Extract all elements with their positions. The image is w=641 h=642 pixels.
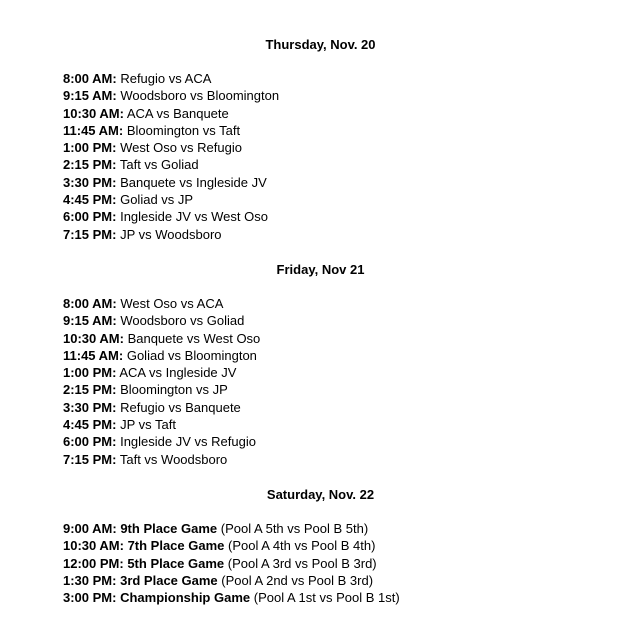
game-list-friday — [63, 295, 260, 468]
game-title: Championship Game — [120, 590, 251, 606]
game-time: 9:15 AM: — [63, 88, 117, 104]
game-time: 3:30 PM: — [63, 399, 117, 415]
game-matchup: Woodsboro vs Goliad — [120, 313, 245, 329]
game-matchup: Taft vs Goliad — [119, 157, 199, 173]
game-item — [63, 226, 279, 243]
game-time: 1:30 PM: — [63, 572, 117, 588]
game-item — [63, 555, 400, 572]
game-matchup: Banquete vs West Oso — [127, 330, 261, 346]
game-item — [63, 139, 279, 156]
game-time: 7:15 PM: — [63, 451, 117, 467]
game-time: 3:00 PM: — [63, 590, 117, 606]
game-time: 6:00 PM: — [63, 209, 117, 225]
game-matchup: (Pool A 2nd vs Pool B 3rd) — [221, 572, 374, 588]
game-item — [63, 572, 400, 589]
game-matchup: Banquete vs Ingleside JV — [120, 174, 267, 190]
game-time: 10:30 AM: — [63, 330, 124, 346]
game-item — [63, 433, 260, 450]
game-time: 1:00 PM: — [63, 140, 117, 156]
game-time: 3:30 PM: — [63, 174, 117, 190]
game-matchup: Woodsboro vs Bloomington — [120, 88, 280, 104]
game-time: 11:45 AM: — [63, 347, 124, 363]
game-item — [63, 70, 279, 87]
game-list-saturday — [63, 520, 400, 606]
game-matchup: JP vs Woodsboro — [120, 226, 222, 242]
game-matchup: (Pool A 5th vs Pool B 5th) — [220, 521, 369, 536]
game-item — [63, 87, 279, 104]
game-time: 8:00 AM: — [63, 296, 117, 311]
game-matchup: ACA vs Banquete — [126, 105, 229, 121]
game-matchup: Ingleside JV vs Refugio — [120, 434, 256, 450]
game-item — [63, 312, 260, 329]
game-item — [63, 364, 260, 381]
game-item — [63, 416, 260, 433]
game-item — [63, 399, 260, 416]
game-matchup: Goliad vs JP — [120, 192, 194, 208]
game-item — [63, 174, 279, 191]
game-time: 4:45 PM: — [63, 417, 117, 433]
game-time: 11:45 AM: — [63, 122, 124, 138]
game-matchup: Refugio vs ACA — [120, 71, 212, 86]
game-item — [63, 122, 279, 139]
game-matchup: Taft vs Woodsboro — [119, 451, 228, 467]
game-time: 12:00 PM: — [63, 555, 124, 571]
game-item — [63, 451, 260, 468]
game-item — [63, 589, 400, 606]
game-matchup: JP vs Taft — [120, 417, 176, 433]
day-heading-friday: Friday, Nov 21 — [276, 262, 365, 277]
game-item — [63, 295, 260, 312]
game-item — [63, 191, 279, 208]
game-matchup: Refugio vs Banquete — [120, 399, 241, 415]
game-time: 6:00 PM: — [63, 434, 117, 450]
game-title: 7th Place Game — [127, 538, 225, 554]
game-matchup: (Pool A 4th vs Pool B 4th) — [228, 538, 376, 554]
game-time: 2:15 PM: — [63, 382, 117, 398]
game-matchup: (Pool A 3rd vs Pool B 3rd) — [227, 555, 377, 571]
game-time: 9:15 AM: — [63, 313, 117, 329]
day-heading-saturday: Saturday, Nov. 22 — [266, 487, 375, 502]
game-matchup: West Oso vs ACA — [120, 296, 224, 311]
game-matchup: (Pool A 1st vs Pool B 1st) — [253, 590, 400, 606]
game-matchup: Goliad vs Bloomington — [126, 347, 257, 363]
game-time: 10:30 AM: — [63, 105, 124, 121]
game-item — [63, 520, 400, 537]
game-time: 2:15 PM: — [63, 157, 117, 173]
game-title: 9th Place Game — [120, 521, 218, 536]
game-title: 3rd Place Game — [120, 572, 218, 588]
day-heading-thursday: Thursday, Nov. 20 — [265, 37, 376, 52]
game-time: 1:00 PM: — [63, 365, 117, 381]
game-matchup: Bloomington vs JP — [120, 382, 228, 398]
game-time: 9:00 AM: — [63, 521, 117, 536]
game-matchup: Ingleside JV vs West Oso — [120, 209, 268, 225]
game-matchup: West Oso vs Refugio — [120, 140, 242, 156]
game-matchup: ACA vs Ingleside JV — [119, 365, 237, 381]
game-item — [63, 105, 279, 122]
game-item — [63, 156, 279, 173]
game-time: 10:30 AM: — [63, 538, 124, 554]
game-time: 4:45 PM: — [63, 192, 117, 208]
game-time: 7:15 PM: — [63, 226, 117, 242]
game-title: 5th Place Game — [127, 555, 225, 571]
game-item — [63, 537, 400, 554]
game-item — [63, 381, 260, 398]
game-item — [63, 347, 260, 364]
game-item — [63, 208, 279, 225]
game-matchup: Bloomington vs Taft — [126, 122, 241, 138]
game-time: 8:00 AM: — [63, 71, 117, 86]
game-item — [63, 330, 260, 347]
game-list-thursday — [63, 70, 279, 243]
